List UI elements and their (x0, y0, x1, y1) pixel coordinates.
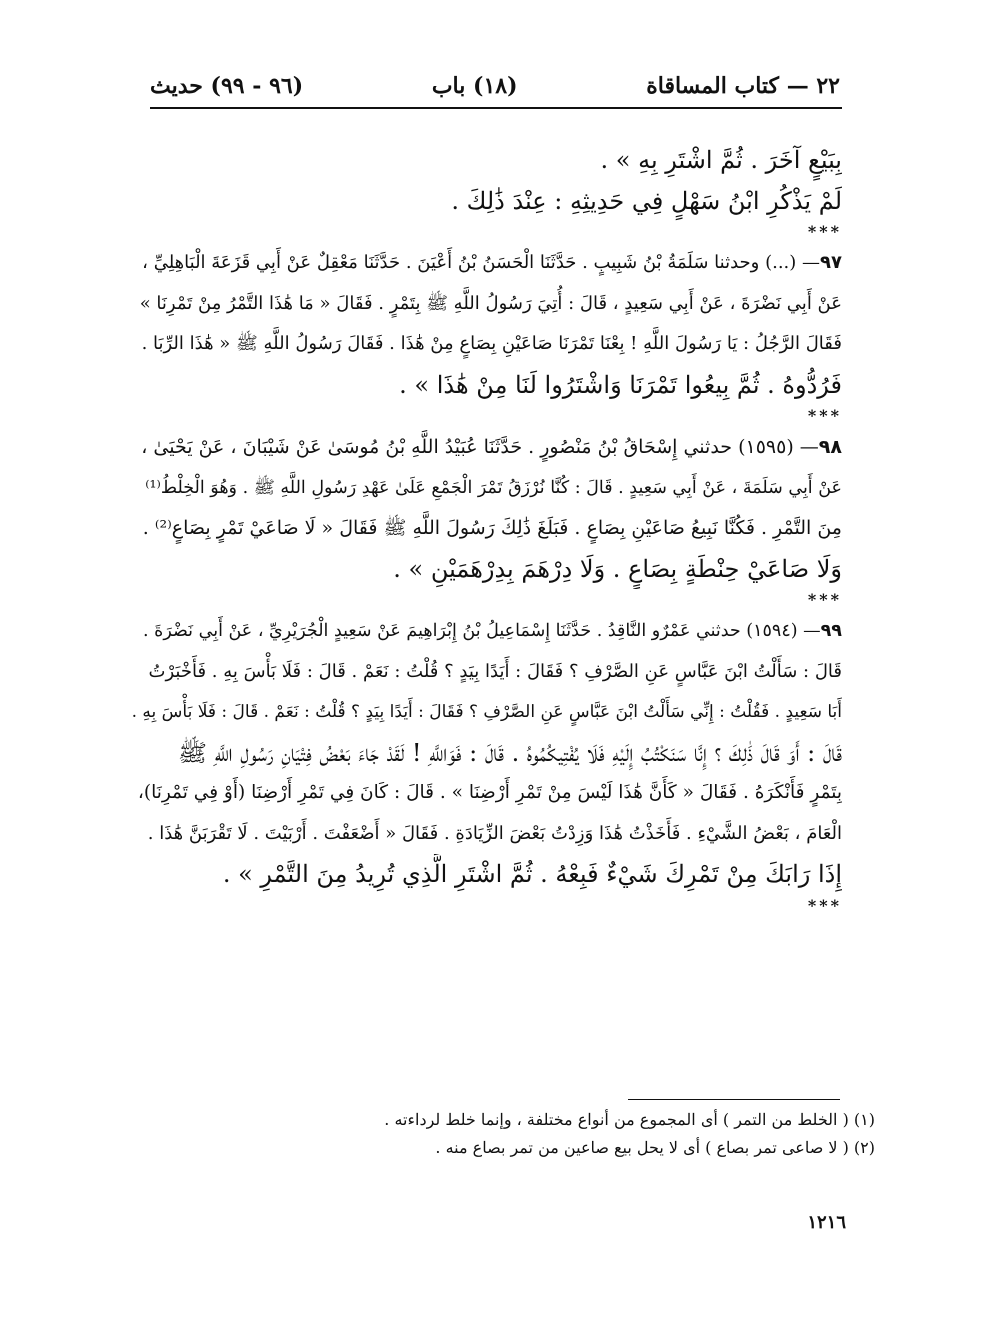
section-separator: *** (807, 222, 842, 241)
text-line: قَالَ : أَوَ قَالَ ذَٰلِكَ ؟ إِنَّا سَنَكْتُبُ إِلَيْهِ فَلَا يُفْتِيكُمُوهُ . قَالَ : فَوَاللَّهِ ! لَقَدْ جَاءَ بَعْضُ فِتْيَانِ رَسُولِ اللَّهِ ﷺ (178, 738, 842, 767)
text-line: — (١٥٩٤) حدثني عَمْرٌو النَّاقِدُ . حَدَّثَنَا إِسْمَاعِيلُ بْنُ إِبْرَاهِيمَ عَنْ سَعِيدٍ الْجُرَيْرِيِّ ، عَنْ أَبِي نَضْرَةَ . (143, 621, 821, 641)
section-separator: *** (807, 590, 842, 609)
hadith-number: ٩٩ (820, 621, 842, 641)
text-line: فَرُدُّوهُ . ثُمَّ بِيعُوا تَمْرَنَا وَاشْتَرُوا لَنَا مِنْ هَٰذَا » . (399, 370, 842, 399)
header-rule (150, 107, 842, 109)
text-line: أَبَا سَعِيدٍ . فَقُلْتُ : إِنِّي سَأَلْتُ ابْنَ عَبَّاسٍ عَنِ الصَّرْفِ ؟ فَقَالَ : أَيَدًا بِيَدٍ ؟ قُلْتُ : نَعَمْ . قَالَ : فَلَا بَأْسَ بِهِ . (132, 702, 842, 722)
text-line: بِتَمْرٍ فَأَنْكَرَهُ . فَقَالَ « كَأَنَّ هَٰذَا لَيْسَ مِنْ تَمْرِ أَرْضِنَا » . قَالَ : كَانَ فِي تَمْرِ أَرْضِنَا (أَوْ فِي تَمْرِنَا)، (137, 782, 842, 803)
hadith-98-line (132, 427, 842, 468)
header-chapter: (١٨) باب (431, 73, 518, 99)
header-hadith-range: (٩٦ - ٩٩) حديث (150, 73, 304, 99)
text-line: مِنَ التَّمْرِ . فَكُنَّا نَبِيعُ صَاعَيْنِ بِصَاعٍ . فَبَلَغَ ذَٰلِكَ رَسُولَ اللَّهِ ﷺ فَقَالَ « لَا صَاعَيْ تَمْرٍ بِصَاعٍ⁽²⁾ . (142, 517, 842, 539)
text-line: الْعَامَ ، بَعْضُ الشَّيْءِ . فَأَخَذْتُ هَٰذَا وَزِدْتُ بَعْضَ الزِّيَادَةِ . فَقَالَ « أَضْعَفْتَ . أَرْبَيْتَ . لَا تَقْرَبَنَّ هَٰذَا . (147, 822, 842, 844)
text-line: بِبَيْعٍ آخَرَ . ثُمَّ اشْتَرِ بِهِ » . (600, 146, 842, 174)
text-line: عَنْ أَبِي نَضْرَةَ ، عَنْ أَبِي سَعِيدٍ ، قَالَ : أُتِيَ رَسُولُ اللَّهِ ﷺ بِتَمْرٍ . فَقَالَ « مَا هَٰذَا التَّمْرُ مِنْ تَمْرِنَا » (139, 292, 842, 314)
running-header (150, 68, 840, 104)
main-text (132, 140, 842, 917)
text-line: إِذَا رَابَكَ مِنْ تَمْرِكَ شَيْءٌ فَبِعْهُ . ثُمَّ اشْتَرِ الَّذِي تُرِيدُ مِنَ التَّمْرِ » . (222, 860, 842, 888)
footnotes (300, 1106, 875, 1162)
text-line: لَمْ يَذْكُرِ ابْنُ سَهْلٍ فِي حَدِيثِهِ : عِنْدَ ذَٰلِكَ . (451, 186, 842, 215)
section-separator: *** (807, 406, 842, 425)
footnote-2: (٢) ( لا صاعى تمر بصاع ) أى لا يحل بيع صاعين من تمر بصاع منه . (435, 1138, 875, 1157)
footnote-rule (628, 1099, 840, 1100)
hadith-99-line (132, 611, 842, 652)
hadith-97-line (132, 243, 842, 284)
text-line: وَلَا صَاعَيْ حِنْطَةٍ بِصَاعٍ . وَلَا دِرْهَمَ بِدِرْهَمَيْنِ » . (393, 554, 842, 583)
text-line: قَالَ : سَأَلْتُ ابْنَ عَبَّاسٍ عَنِ الصَّرْفِ ؟ فَقَالَ : أَيَدًا بِيَدٍ ؟ قُلْتُ : نَعَمْ . قَالَ : فَلَا بَأْسَ بِهِ . فَأَخْبَرْتُ (148, 660, 842, 682)
text-line: — (١٥٩٥) حدثني إِسْحَاقُ بْنُ مَنْصُورٍ . حَدَّثَنَا عُبَيْدُ اللَّهِ بْنُ مُوسَىٰ عَنْ شَيْبَانَ ، عَنْ يَحْيَىٰ ، (141, 436, 819, 458)
hadith-number: ٩٧ (820, 252, 842, 273)
text-line: — (...) وحدثنا سَلَمَةُ بْنُ شَبِيبٍ . حَدَّثَنَا الْحَسَنُ بْنُ أَعْيَنَ . حَدَّثَنَا مَعْقِلٌ عَنْ أَبِي قَزَعَةَ الْبَاهِلِيِّ ، (142, 252, 821, 273)
page-number: ١٢١٦ (807, 1212, 846, 1233)
hadith-number: ٩٨ (818, 436, 842, 458)
section-separator: *** (807, 895, 842, 915)
footnote-1: (١) ( الخلط من التمر ) أى المجموع من أنواع مختلفة ، وإنما خلط لرداءته . (384, 1110, 875, 1129)
text-line: فَقَالَ الرَّجُلُ : يَا رَسُولَ اللَّهِ ! بِعْنَا تَمْرَنَا صَاعَيْنِ بِصَاعٍ مِنْ هَٰذَا . فَقَالَ رَسُولُ اللَّهِ ﷺ « هَٰذَا الرِّبَا . (141, 333, 842, 354)
header-book-title: ٢٢ — كتاب المساقاة (646, 73, 840, 99)
text-line: عَنْ أَبِي سَلَمَةَ ، عَنْ أَبِي سَعِيدٍ . قَالَ : كُنَّا نُرْزَقُ تَمْرَ الْجَمْعِ عَلَىٰ عَهْدِ رَسُولِ اللَّهِ ﷺ . وَهُوَ الْخِلْطُ⁽¹⁾ (145, 477, 842, 498)
